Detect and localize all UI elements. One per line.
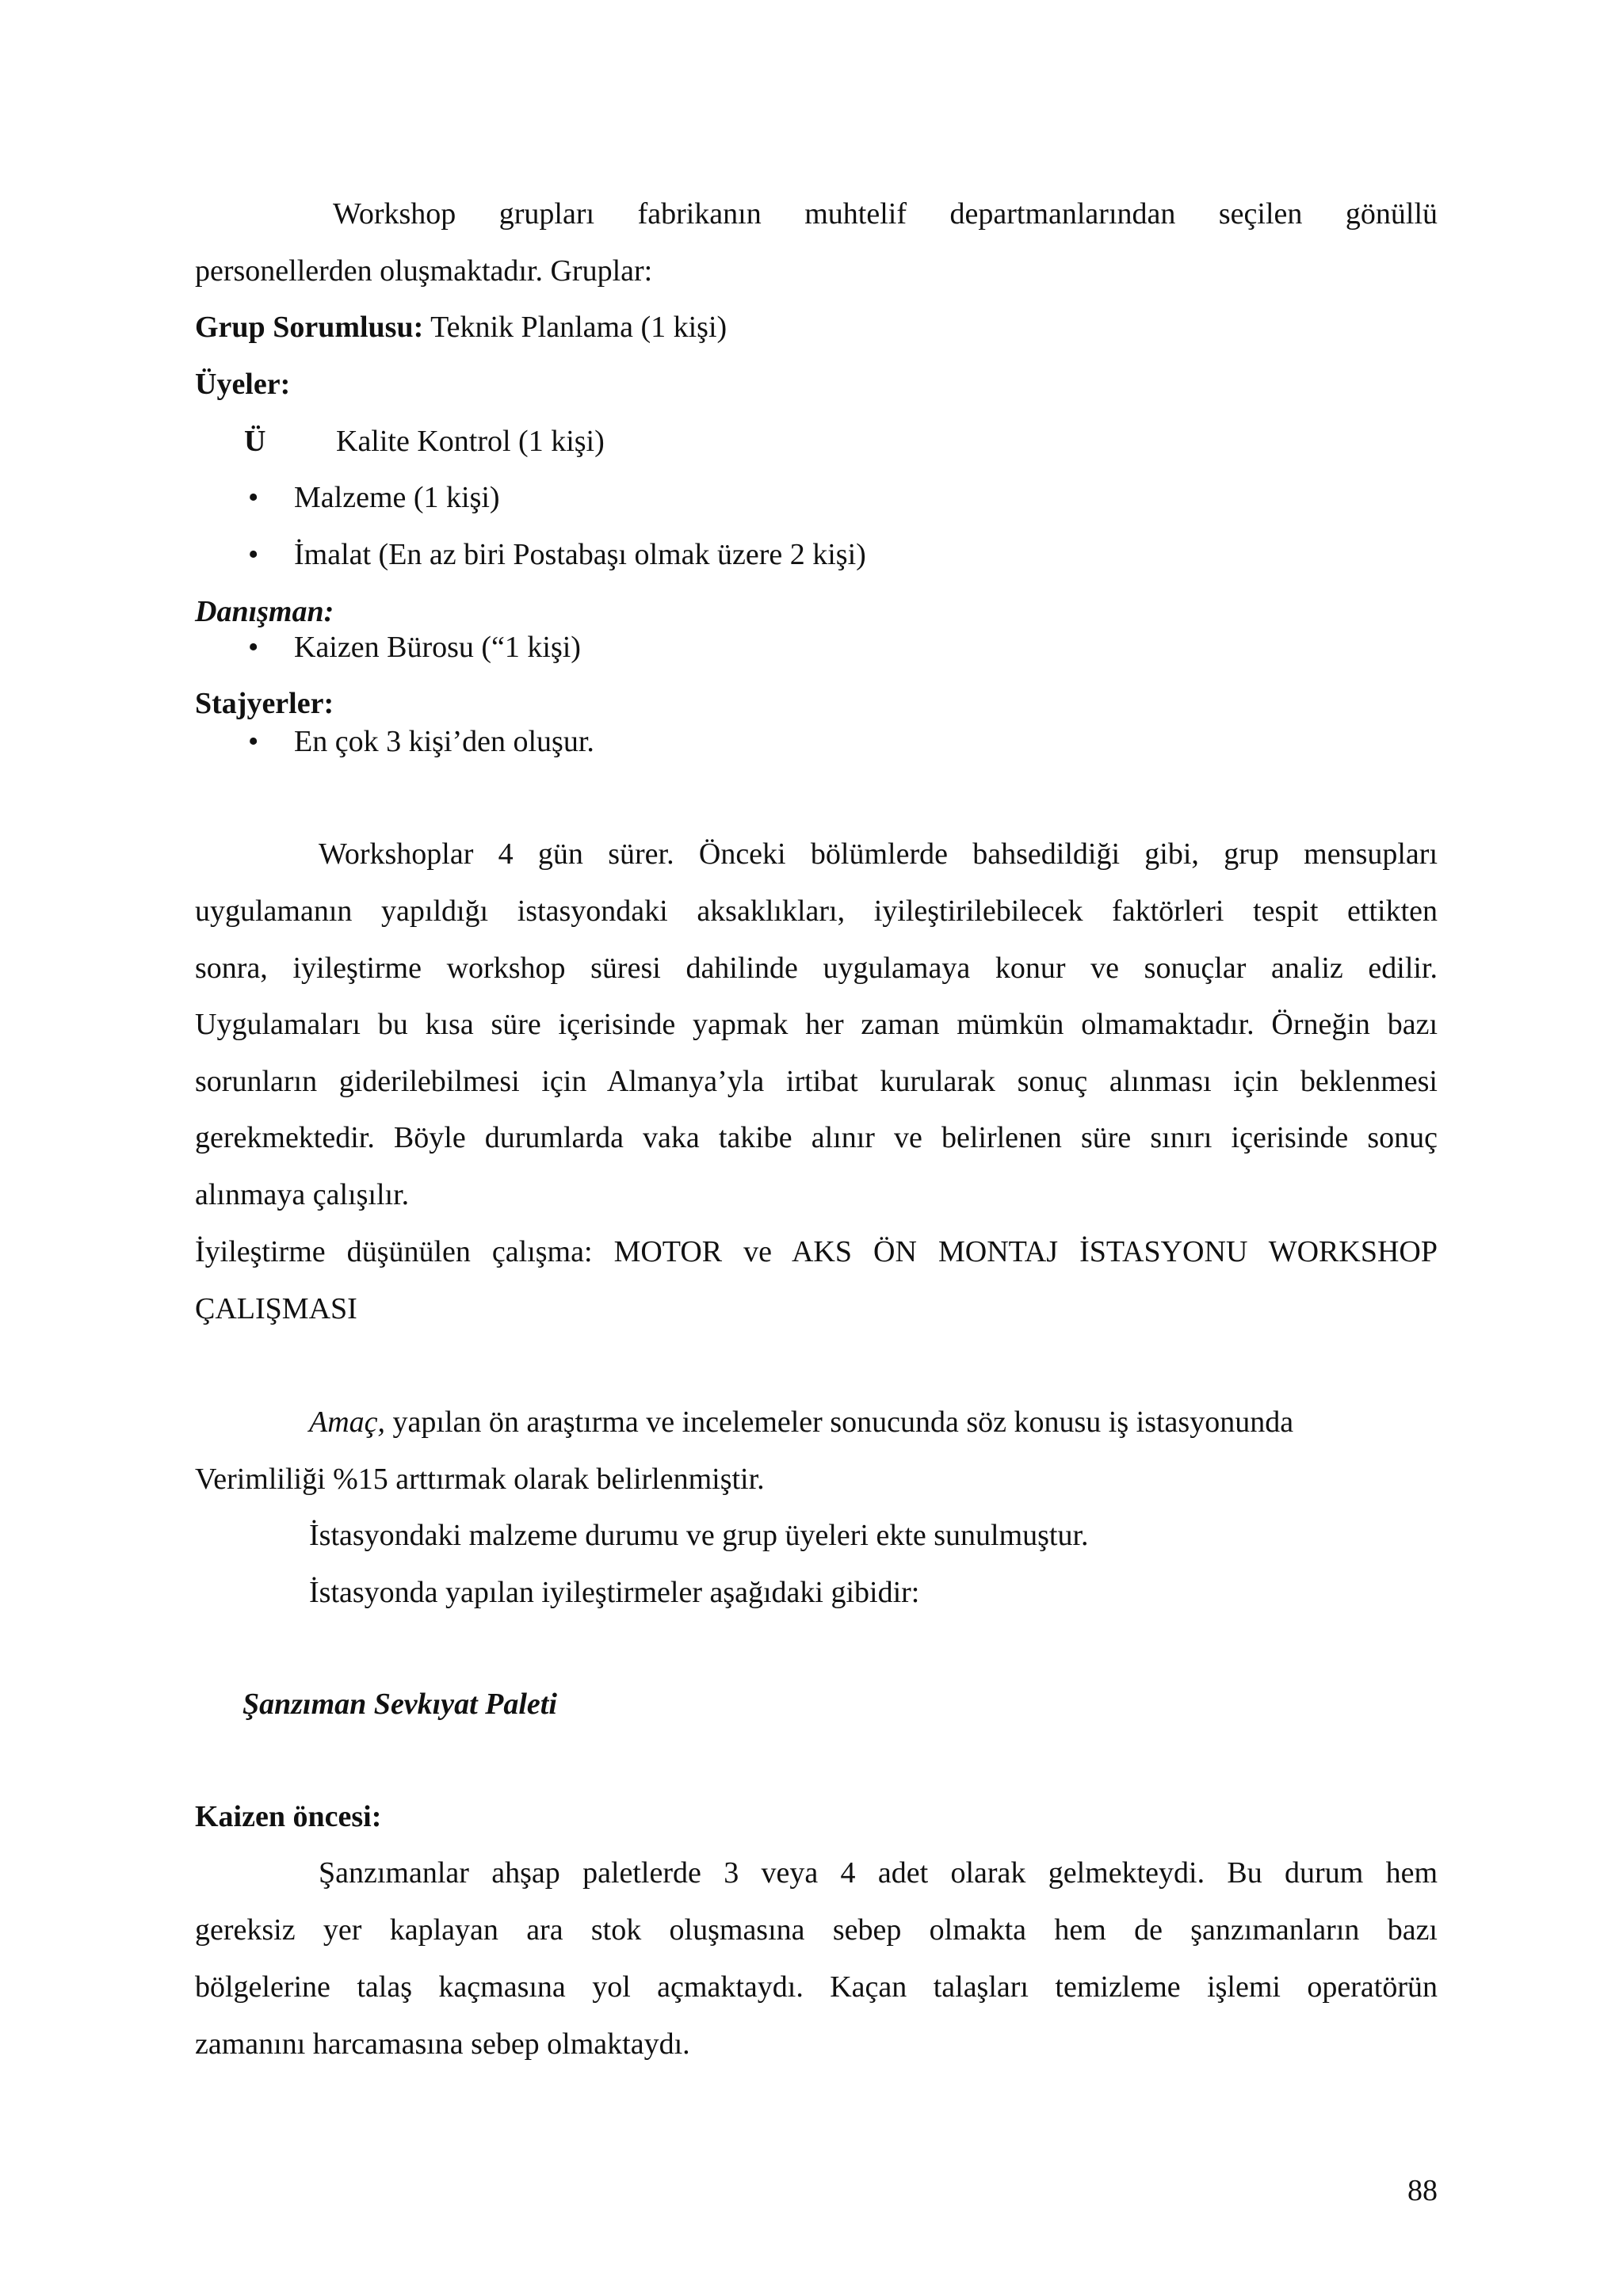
bullet-icon: • bbox=[248, 538, 259, 571]
before-paragraph-line: gereksiz yer kaplayan ara stok oluşmasına sebep olmakta hem de şanzımanların bazı bbox=[195, 1913, 1438, 1947]
section-title: Şanzıman Sevkıyat Paleti bbox=[242, 1688, 557, 1721]
bullet-icon: • bbox=[248, 631, 259, 664]
consultant-label: Danışman: bbox=[195, 595, 334, 628]
goal-line-1 bbox=[309, 1406, 1293, 1440]
group-leader-label: Grup Sorumlusu: bbox=[195, 311, 424, 344]
member-item: Kalite Kontrol (1 kişi) bbox=[336, 425, 605, 458]
member-marker: Ü bbox=[244, 425, 266, 458]
improvement-study-line: ÇALIŞMASI bbox=[195, 1292, 357, 1325]
workshop-paragraph-line: Workshoplar 4 gün sürer. Önceki bölümlerde bahsedildiği gibi, grup mensupları bbox=[319, 837, 1438, 871]
goal-lead: Amaç, bbox=[309, 1405, 386, 1439]
member-item: Malzeme (1 kişi) bbox=[294, 481, 500, 514]
workshop-paragraph-line: alınmaya çalışılır. bbox=[195, 1178, 410, 1211]
goal-line-3: İstasyondaki malzeme durumu ve grup üyeleri ekte sunulmuştur. bbox=[309, 1519, 1089, 1552]
goal-line-4: İstasyonda yapılan iyileştirmeler aşağıdaki gibidir: bbox=[309, 1576, 920, 1609]
improvement-study-line: İyileştirme düşünülen çalışma: MOTOR ve AKS ÖN MONTAJ İSTASYONU WORKSHOP bbox=[195, 1235, 1438, 1268]
intern-item: En çok 3 kişi’den oluşur. bbox=[294, 725, 594, 758]
workshop-paragraph-line: sorunların giderilebilmesi için Almanya’yla irtibat kurularak sonuç alınması için beklenmesi bbox=[195, 1065, 1438, 1098]
before-paragraph-line: bölgelerine talaş kaçmasına yol açmaktaydı. Kaçan talaşları temizleme işlemi operatörün bbox=[195, 1970, 1438, 2004]
member-item: İmalat (En az biri Postabaşı olmak üzere 2 kişi) bbox=[294, 538, 866, 571]
workshop-paragraph-line: uygulamanın yapıldığı istasyondaki aksaklıkları, iyileştirilebilecek faktörleri tespit ettikten bbox=[195, 894, 1438, 928]
workshop-paragraph-line: Uygulamaları bu kısa süre içerisinde yapmak her zaman mümkün olmamaktadır. Örneğin bazı bbox=[195, 1008, 1438, 1041]
bullet-icon: • bbox=[248, 725, 259, 758]
intro-line-1: Workshop grupları fabrikanın muhtelif departmanlarından seçilen gönüllü bbox=[333, 197, 1438, 231]
intro-line-2: personellerden oluşmaktadır. Gruplar: bbox=[195, 254, 653, 288]
before-label: Kaizen öncesi: bbox=[195, 1800, 382, 1833]
group-leader-line bbox=[195, 311, 727, 345]
before-paragraph-line: Şanzımanlar ahşap paletlerde 3 veya 4 adet olarak gelmekteydi. Bu durum hem bbox=[319, 1856, 1438, 1890]
consultant-item: Kaizen Bürosu (“1 kişi) bbox=[294, 631, 581, 664]
goal-rest: yapılan ön araştırma ve incelemeler sonucunda söz konusu iş istasyonunda bbox=[385, 1405, 1294, 1439]
workshop-paragraph-line: sonra, iyileştirme workshop süresi dahilinde uygulamaya konur ve sonuçlar analiz edilir. bbox=[195, 952, 1438, 985]
group-leader-value: Teknik Planlama (1 kişi) bbox=[423, 311, 727, 344]
before-paragraph-line: zamanını harcamasına sebep olmaktaydı. bbox=[195, 2027, 690, 2061]
workshop-paragraph-line: gerekmektedir. Böyle durumlarda vaka takibe alınır ve belirlenen süre sınırı içerisinde sonuç bbox=[195, 1121, 1438, 1154]
members-label: Üyeler: bbox=[195, 368, 291, 401]
interns-label: Stajyerler: bbox=[195, 687, 334, 720]
goal-line-2: Verimliliği %15 arttırmak olarak belirlenmiştir. bbox=[195, 1463, 765, 1496]
bullet-icon: • bbox=[248, 481, 259, 514]
page-number: 88 bbox=[1407, 2174, 1438, 2207]
